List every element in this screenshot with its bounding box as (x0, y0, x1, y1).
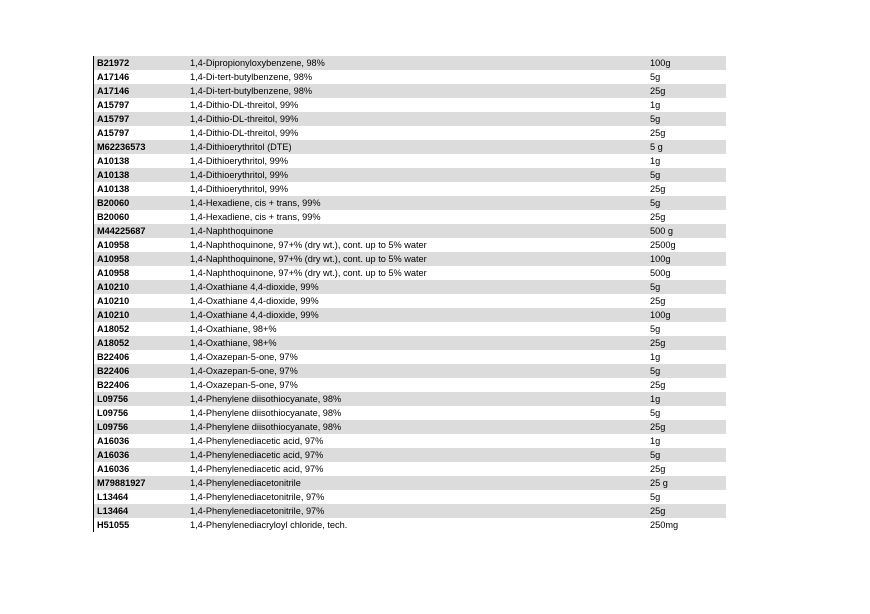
product-description: 1,4-Naphthoquinone, 97+% (dry wt.), cont. up to 5% water (190, 268, 427, 278)
product-description: 1,4-Phenylenediacetic acid, 97% (190, 450, 324, 460)
package-size: 5g (650, 282, 661, 292)
catalog-code: B20060 (97, 212, 130, 222)
package-size: 5g (650, 492, 661, 502)
product-description: 1,4-Dithioerythritol (DTE) (190, 142, 292, 152)
product-description: 1,4-Dithioerythritol, 99% (190, 170, 289, 180)
catalog-code: A10958 (97, 268, 130, 278)
table-row (94, 322, 726, 336)
catalog-code: A15797 (97, 128, 130, 138)
product-description: 1,4-Oxazepan-5-one, 97% (190, 366, 298, 376)
table-row (94, 448, 726, 462)
table-row (94, 392, 726, 406)
table-row (94, 112, 726, 126)
product-description: 1,4-Phenylenediacetonitrile, 97% (190, 506, 325, 516)
product-description: 1,4-Dithio-DL-threitol, 99% (190, 128, 299, 138)
package-size: 25g (650, 422, 666, 432)
package-size: 1g (650, 436, 661, 446)
package-size: 100g (650, 58, 671, 68)
table-row (94, 84, 726, 98)
product-description: 1,4-Hexadiene, cis + trans, 99% (190, 212, 321, 222)
table-row (94, 518, 726, 532)
product-description: 1,4-Dithioerythritol, 99% (190, 184, 289, 194)
table-row (94, 70, 726, 84)
table-row (94, 140, 726, 154)
table-row (94, 210, 726, 224)
catalog-code: M62236573 (97, 142, 146, 152)
table-row (94, 168, 726, 182)
table-row (94, 252, 726, 266)
catalog-code: L09756 (97, 394, 129, 404)
package-size: 5g (650, 324, 661, 334)
table-row (94, 294, 726, 308)
package-size: 25g (650, 338, 666, 348)
table-row (94, 504, 726, 518)
product-description: 1,4-Phenylenediacetonitrile (190, 478, 301, 488)
package-size: 1g (650, 156, 661, 166)
product-description: 1,4-Oxathiane, 98+% (190, 338, 277, 348)
table-row (94, 154, 726, 168)
catalog-code: H51055 (97, 520, 130, 530)
package-size: 100g (650, 254, 671, 264)
package-size: 25g (650, 296, 666, 306)
package-size: 5g (650, 450, 661, 460)
table-row (94, 490, 726, 504)
package-size: 5 g (650, 142, 663, 152)
product-description: 1,4-Dipropionyloxybenzene, 98% (190, 58, 325, 68)
package-size: 25g (650, 212, 666, 222)
table-row (94, 308, 726, 322)
package-size: 250mg (650, 520, 679, 530)
table-row (94, 196, 726, 210)
product-description: 1,4-Naphthoquinone, 97+% (dry wt.), cont. up to 5% water (190, 240, 427, 250)
product-description: 1,4-Phenylene diisothiocyanate, 98% (190, 422, 342, 432)
catalog-code: B22406 (97, 380, 130, 390)
product-description: 1,4-Naphthoquinone (190, 226, 274, 236)
product-description: 1,4-Phenylene diisothiocyanate, 98% (190, 394, 342, 404)
package-size: 5g (650, 72, 661, 82)
catalog-code: B22406 (97, 366, 130, 376)
product-description: 1,4-Hexadiene, cis + trans, 99% (190, 198, 321, 208)
catalog-code: A17146 (97, 86, 130, 96)
catalog-code: A15797 (97, 100, 130, 110)
table-row (94, 420, 726, 434)
package-size: 1g (650, 100, 661, 110)
product-description: 1,4-Oxazepan-5-one, 97% (190, 380, 298, 390)
catalog-code: L09756 (97, 422, 129, 432)
table-row (94, 378, 726, 392)
product-description: 1,4-Di-tert-butylbenzene, 98% (190, 86, 313, 96)
product-description: 1,4-Phenylenediacetonitrile, 97% (190, 492, 325, 502)
catalog-code: A10210 (97, 296, 130, 306)
catalog-code: A16036 (97, 464, 130, 474)
table-row (94, 224, 726, 238)
catalog-code: A10138 (97, 184, 130, 194)
catalog-code: A18052 (97, 338, 130, 348)
package-size: 500g (650, 268, 671, 278)
catalog-code: L13464 (97, 492, 129, 502)
package-size: 5g (650, 170, 661, 180)
product-description: 1,4-Phenylenediacetic acid, 97% (190, 464, 324, 474)
table-row (94, 462, 726, 476)
catalog-code: B21972 (97, 58, 130, 68)
catalog-code: A16036 (97, 436, 130, 446)
table-row (94, 182, 726, 196)
product-description: 1,4-Naphthoquinone, 97+% (dry wt.), cont. up to 5% water (190, 254, 427, 264)
product-description: 1,4-Oxazepan-5-one, 97% (190, 352, 298, 362)
product-description: 1,4-Dithioerythritol, 99% (190, 156, 289, 166)
product-description: 1,4-Di-tert-butylbenzene, 98% (190, 72, 313, 82)
catalog-code: B20060 (97, 198, 130, 208)
product-description: 1,4-Dithio-DL-threitol, 99% (190, 100, 299, 110)
package-size: 25g (650, 128, 666, 138)
catalog-code: M44225687 (97, 226, 146, 236)
package-size: 1g (650, 352, 661, 362)
catalog-code: A10138 (97, 170, 130, 180)
product-description: 1,4-Oxathiane 4,4-dioxide, 99% (190, 296, 319, 306)
package-size: 25g (650, 464, 666, 474)
table-row (94, 56, 726, 70)
product-description: 1,4-Phenylenediacetic acid, 97% (190, 436, 324, 446)
package-size: 25g (650, 506, 666, 516)
package-size: 5g (650, 366, 661, 376)
table-row (94, 266, 726, 280)
catalog-code: A15797 (97, 114, 130, 124)
catalog-code: M79881927 (97, 478, 146, 488)
table-row (94, 280, 726, 294)
table-row (94, 364, 726, 378)
catalog-code: B22406 (97, 352, 130, 362)
package-size: 500 g (650, 226, 673, 236)
package-size: 5g (650, 408, 661, 418)
product-description: 1,4-Oxathiane 4,4-dioxide, 99% (190, 310, 319, 320)
product-description: 1,4-Dithio-DL-threitol, 99% (190, 114, 299, 124)
catalog-code: A17146 (97, 72, 130, 82)
package-size: 100g (650, 310, 671, 320)
table-row (94, 434, 726, 448)
package-size: 2500g (650, 240, 676, 250)
table-row (94, 476, 726, 490)
catalog-code: A18052 (97, 324, 130, 334)
table-row (94, 350, 726, 364)
catalog-code: A10210 (97, 310, 130, 320)
table-row (94, 126, 726, 140)
package-size: 25 g (650, 478, 668, 488)
catalog-code: A10958 (97, 254, 130, 264)
product-description: 1,4-Oxathiane, 98+% (190, 324, 277, 334)
table-row (94, 98, 726, 112)
package-size: 5g (650, 198, 661, 208)
catalog-code: L13464 (97, 506, 129, 516)
product-table (93, 56, 726, 532)
catalog-code: A10138 (97, 156, 130, 166)
catalog-code: A16036 (97, 450, 130, 460)
package-size: 25g (650, 184, 666, 194)
catalog-code: L09756 (97, 408, 129, 418)
package-size: 25g (650, 86, 666, 96)
catalog-code: A10958 (97, 240, 130, 250)
package-size: 5g (650, 114, 661, 124)
table-row (94, 406, 726, 420)
package-size: 25g (650, 380, 666, 390)
product-description: 1,4-Phenylenediacryloyl chloride, tech. (190, 520, 348, 530)
table-row (94, 336, 726, 350)
product-description: 1,4-Oxathiane 4,4-dioxide, 99% (190, 282, 319, 292)
table-row (94, 238, 726, 252)
product-description: 1,4-Phenylene diisothiocyanate, 98% (190, 408, 342, 418)
package-size: 1g (650, 394, 661, 404)
catalog-code: A10210 (97, 282, 130, 292)
